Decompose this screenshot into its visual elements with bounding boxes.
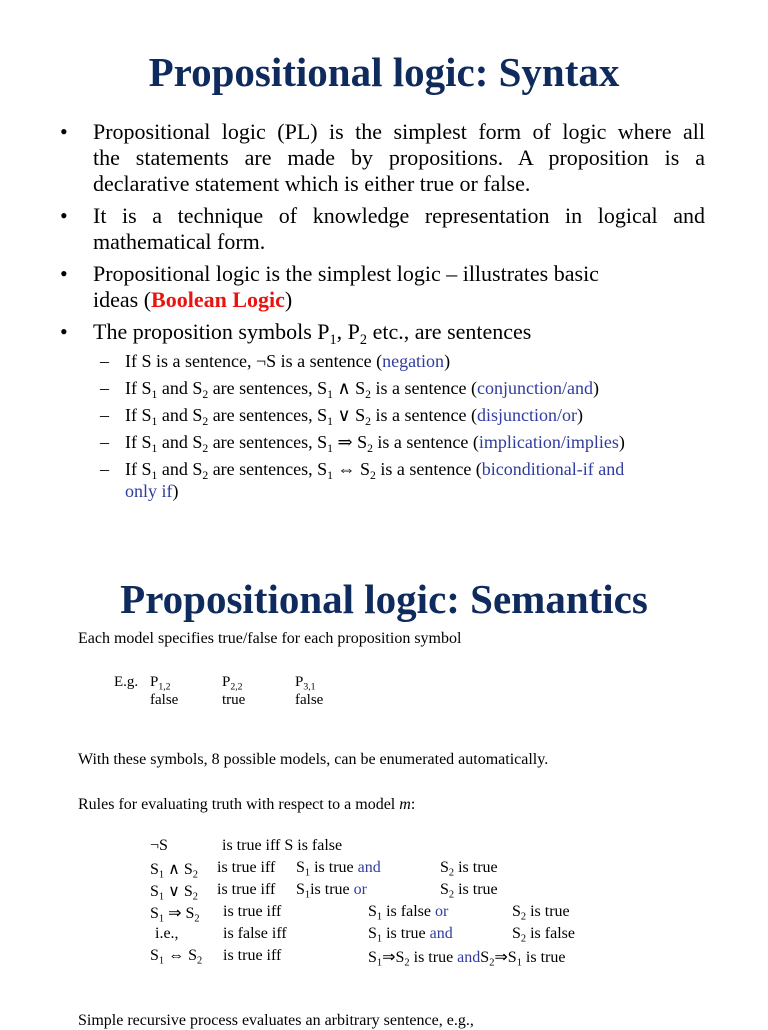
bullet-dot: • bbox=[60, 119, 68, 144]
rules-text: Rules for evaluating truth with respect to a model m: bbox=[78, 796, 416, 813]
bullet-dot: • bbox=[60, 261, 68, 286]
slide-title-semantics: Propositional logic: Semantics bbox=[120, 576, 648, 622]
bullet-dot: • bbox=[60, 319, 68, 344]
rule-or-iff: is true iff bbox=[217, 881, 276, 898]
rule-or-c1: $S_1is$ true or bbox=[296, 881, 367, 901]
bullet-2-line-1: It is a technique of knowledge representation in logical and bbox=[93, 203, 705, 228]
bullet-3-line-1: Propositional logic is the simplest logic – illustrates basic bbox=[93, 261, 599, 286]
rule-and-c1: $S_1$ is true and bbox=[296, 859, 381, 879]
symbol-p12: $P_{1,2}$ bbox=[150, 674, 171, 693]
rule-iff-iff: is true iff bbox=[223, 947, 282, 964]
symbol-p22: $P_{2,2}$ bbox=[222, 674, 243, 693]
bullet-4-line-1: The proposition symbols $P_1$, $P_2$ etc., are sentences bbox=[93, 319, 532, 348]
rule-implies-lhs: $S_1$ ⇒ $S_2$ bbox=[150, 905, 200, 925]
boolean-logic-highlight: Boolean Logic bbox=[151, 287, 285, 312]
rule-ie-lhs: i.e., bbox=[155, 925, 179, 942]
semantics-intro: Each model specifies true/false for each proposition symbol bbox=[78, 630, 462, 647]
rule-or-c2: $S_2$ is true bbox=[440, 881, 498, 901]
bullet-dot: • bbox=[60, 203, 68, 228]
rule-iff-c1: $S_1\Rightarrow S_2$ is true $andS_2\Rightarrow S_1$ is true bbox=[368, 949, 566, 969]
rule-or-lhs: $S_1$ ∨ $S_2$ bbox=[150, 883, 198, 903]
rule-and-c2: $S_2$ is true bbox=[440, 859, 498, 879]
rule-iff-lhs: $S_1$ ⇔ $S_2$ bbox=[150, 947, 203, 967]
bullet-2-line-2: mathematical form. bbox=[93, 229, 266, 254]
bottom-text: Simple recursive process evaluates an arbitrary sentence, e.g., bbox=[78, 1012, 474, 1029]
bullet-3-line-2: ideas (Boolean Logic) bbox=[93, 287, 293, 312]
value-p12: false bbox=[150, 692, 179, 708]
models-text: With these symbols, 8 possible models, can be enumerated automatically. bbox=[78, 751, 549, 768]
rule-ie-iff: is false iff bbox=[223, 925, 287, 942]
rule-implies-c2: $S_2$ is true bbox=[512, 903, 570, 923]
rule-implies-iff: is true iff bbox=[223, 903, 282, 920]
bullet-1-line-1: Propositional logic (PL) is the simplest form of logic where all bbox=[93, 119, 705, 144]
rule-ie-c2: $S_2$ is false bbox=[512, 925, 575, 945]
example-label: E.g. bbox=[114, 674, 139, 690]
value-p22: true bbox=[222, 692, 246, 708]
rule-and-iff: is true iff bbox=[217, 859, 276, 876]
rule-and-lhs: $S_1$ ∧ $S_2$ bbox=[150, 861, 198, 881]
value-p31: false bbox=[295, 692, 324, 708]
bullet-1-line-3: declarative statement which is either true or false. bbox=[93, 171, 531, 196]
slide-title-syntax: Propositional logic: Syntax bbox=[148, 49, 620, 95]
rule-implies-c1: $S_1$ is false or bbox=[368, 903, 449, 923]
bullet-1-line-2: the statements are made by propositions. A proposition is a bbox=[93, 145, 705, 170]
rule-negation-lhs: ¬S bbox=[150, 837, 168, 854]
rule-negation-rhs: is true iff S is false bbox=[222, 837, 343, 854]
symbol-p31: $P_{3,1}$ bbox=[295, 674, 316, 693]
rule-ie-c1: $S_1$ is true and bbox=[368, 925, 453, 945]
sub-item-biconditional-cont: only if) bbox=[125, 481, 179, 501]
